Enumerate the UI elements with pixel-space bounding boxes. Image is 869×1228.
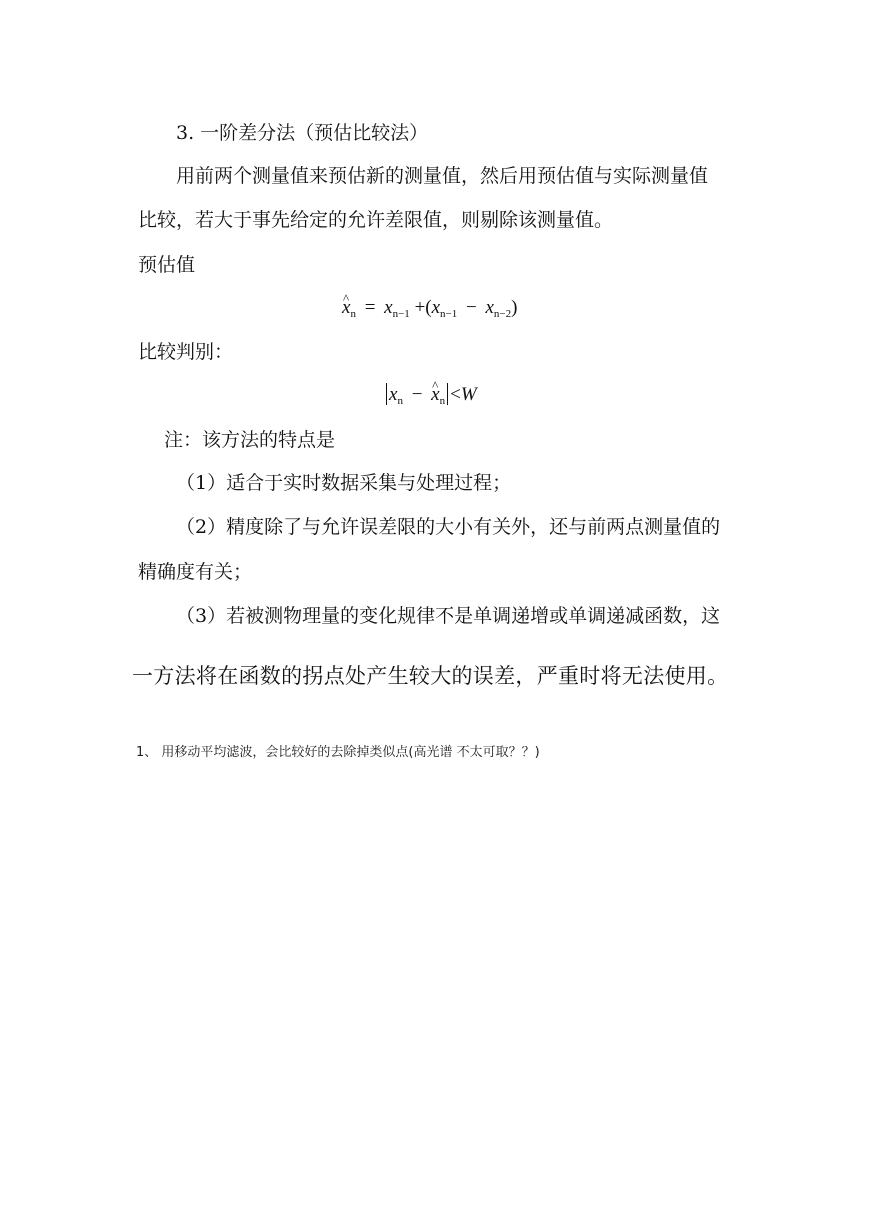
- formula1-close-paren: ): [511, 297, 518, 318]
- feature-item-3-line-1: （3）若被测物理量的变化规律不是单调递增或单调递减函数，这: [176, 605, 721, 627]
- estimate-formula: [342, 296, 517, 320]
- abs-bar-right: [447, 383, 448, 405]
- compare-formula: [384, 383, 477, 407]
- feature-item-1: （1）适合于实时数据采集与处理过程；: [176, 472, 512, 494]
- note-label: 注：该方法的特点是: [164, 429, 336, 451]
- formula1-lhs: ^ x: [342, 296, 350, 320]
- formula2-less-than: <: [450, 384, 461, 405]
- formula1-minus: −: [466, 297, 477, 318]
- formula1-lhs-sub: n: [350, 308, 356, 320]
- compare-label: 比较判别：: [138, 341, 234, 363]
- formula2-term-b: ^ x: [431, 383, 439, 407]
- formula1-plus: +(: [414, 297, 432, 318]
- abs-bar-left: [386, 383, 387, 405]
- formula2-term-a-sub: n: [397, 395, 403, 407]
- formula1-term1: x: [384, 297, 393, 318]
- formula2-minus: −: [411, 384, 423, 405]
- estimate-label: 预估值: [138, 254, 196, 276]
- feature-item-3-line-2: 一方法将在函数的拐点处产生较大的误差，严重时将无法使用。: [132, 664, 729, 688]
- formula2-threshold: W: [460, 384, 477, 405]
- formula1-term3-sub: n−2: [493, 308, 512, 320]
- formula1-term3: x: [485, 297, 494, 318]
- feature-item-2-line-2: 精确度有关；: [138, 561, 253, 583]
- intro-paragraph-line-2: 比较，若大于事先给定的允许差限值，则剔除该测量值。: [138, 209, 614, 231]
- formula2-term-b-sub: n: [439, 395, 446, 407]
- formula1-equals: =: [364, 297, 376, 318]
- intro-paragraph-line-1: 用前两个测量值来预估新的测量值，然后用预估值与实际测量值: [176, 165, 709, 187]
- section-heading: 3. 一阶差分法（预估比较法）: [176, 122, 429, 144]
- formula1-term2: x: [431, 297, 441, 318]
- formula2-term-a: x: [389, 384, 398, 405]
- feature-item-2-line-1: （2）精度除了与允许误差限的大小有关外，还与前两点测量值的: [176, 516, 721, 538]
- formula1-term2-sub: n−1: [440, 308, 458, 320]
- formula1-term1-sub: n−1: [392, 308, 410, 320]
- footnote: 1、 用移动平均滤波，会比较好的去除掉类似点(高光谱 不太可取？？): [136, 745, 540, 760]
